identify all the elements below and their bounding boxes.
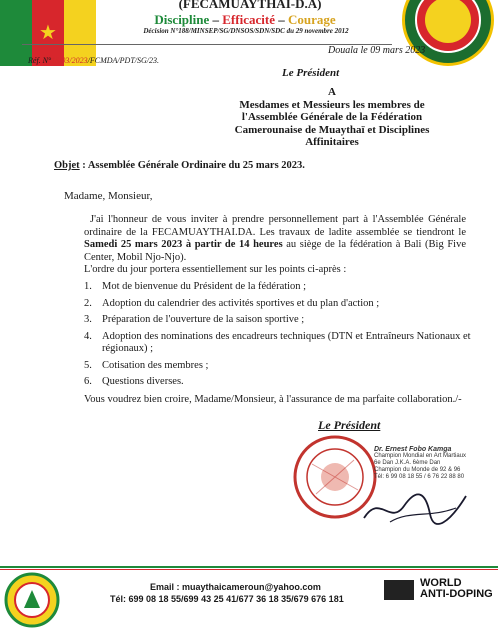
federation-abbreviation: (FECAMUAYTHAI-D.A)	[178, 0, 322, 11]
federation-motto: Discipline – Efficacité – Courage	[154, 12, 336, 27]
federation-seal-logo	[398, 0, 498, 70]
city-date: Douala le 09 mars 2023	[328, 45, 426, 56]
signatory-title: Le Président	[318, 418, 381, 432]
footer-phone-numbers: Tél: 699 08 18 55/699 43 25 41/677 36 18 35/679 676 181	[110, 594, 344, 604]
footer-divider-red	[0, 569, 498, 570]
reference-number: Réf. N°15/03/2023/FCMDA/PDT/SG/23.	[28, 56, 159, 65]
salutation: Madame, Monsieur,	[64, 190, 153, 202]
agenda-intro: L'ordre du jour portera essentiellement sur les points ci-après :	[84, 264, 347, 275]
list-item: 3. Préparation de l'ouverture de la saison sportive ;	[84, 314, 305, 325]
email-link[interactable]: muaythaicameroun@yahoo.com	[182, 582, 321, 592]
wada-logo: WORLD ANTI-DOPING	[384, 578, 498, 600]
agenda-list	[84, 281, 474, 393]
closing-paragraph: Vous voudrez bien croire, Madame/Monsieur, à l'assurance de ma parfaite collaboration./-	[84, 394, 462, 405]
signatory-details: Dr. Ernest Fobo Kamga Champion Mondial en Art Martiaux 6e Dan J.K.A. 6ème Dan Champion du Monde de 92 & 96 Tél: 6 99 08 18 55 / 6 76 22 88 80	[374, 446, 467, 480]
list-item: 4. Adoption des nominations des encadreurs techniques (DTN et Entraîneurs Nationaux et régionaux) ;	[84, 330, 471, 354]
list-item: 6. Questions diverses.	[84, 376, 184, 387]
decision-reference: Décision N°188/MINSEP/SG/DNSOS/SDN/SDC du 29 novembre 2012	[143, 27, 349, 35]
federation-footer-logo-icon	[4, 572, 60, 628]
footer-divider-green	[0, 566, 498, 568]
handwritten-signature-icon	[360, 488, 470, 528]
list-item: 1. Mot de bienvenue du Président de la fédération ;	[84, 281, 307, 292]
list-item: 2. Adoption du calendrier des activités sportives et du plan d'action ;	[84, 297, 380, 309]
invitation-paragraph: J'ai l'honneur de vous inviter à prendre personnellement part à l'Assemblée Générale ordinaire de la FECAMUAYTHAI.DA. Les travaux de ladite assemblée se tiendront le Samedi 25 mars 2023 à partir de 14 heures au siège de la fédération à Bali (Big Five Center, Mobil Njo-Njo).	[84, 214, 466, 263]
sender-title: Le Président	[282, 67, 340, 79]
wada-mark-icon	[384, 580, 414, 600]
recipient-block: A Mesdames et Messieurs les membres de l'Assemblée Générale de la Fédération Camerounaise de Muaythaï et Disciplines Affinitaires	[234, 86, 430, 148]
list-item: 5. Cotisation des membres ;	[84, 359, 209, 371]
footer-email: Email : muaythaicameroun@yahoo.com	[150, 582, 321, 592]
letter-object: Objet : Assemblée Générale Ordinaire du 25 mars 2023.	[54, 160, 305, 171]
star-icon: ★	[39, 22, 57, 44]
